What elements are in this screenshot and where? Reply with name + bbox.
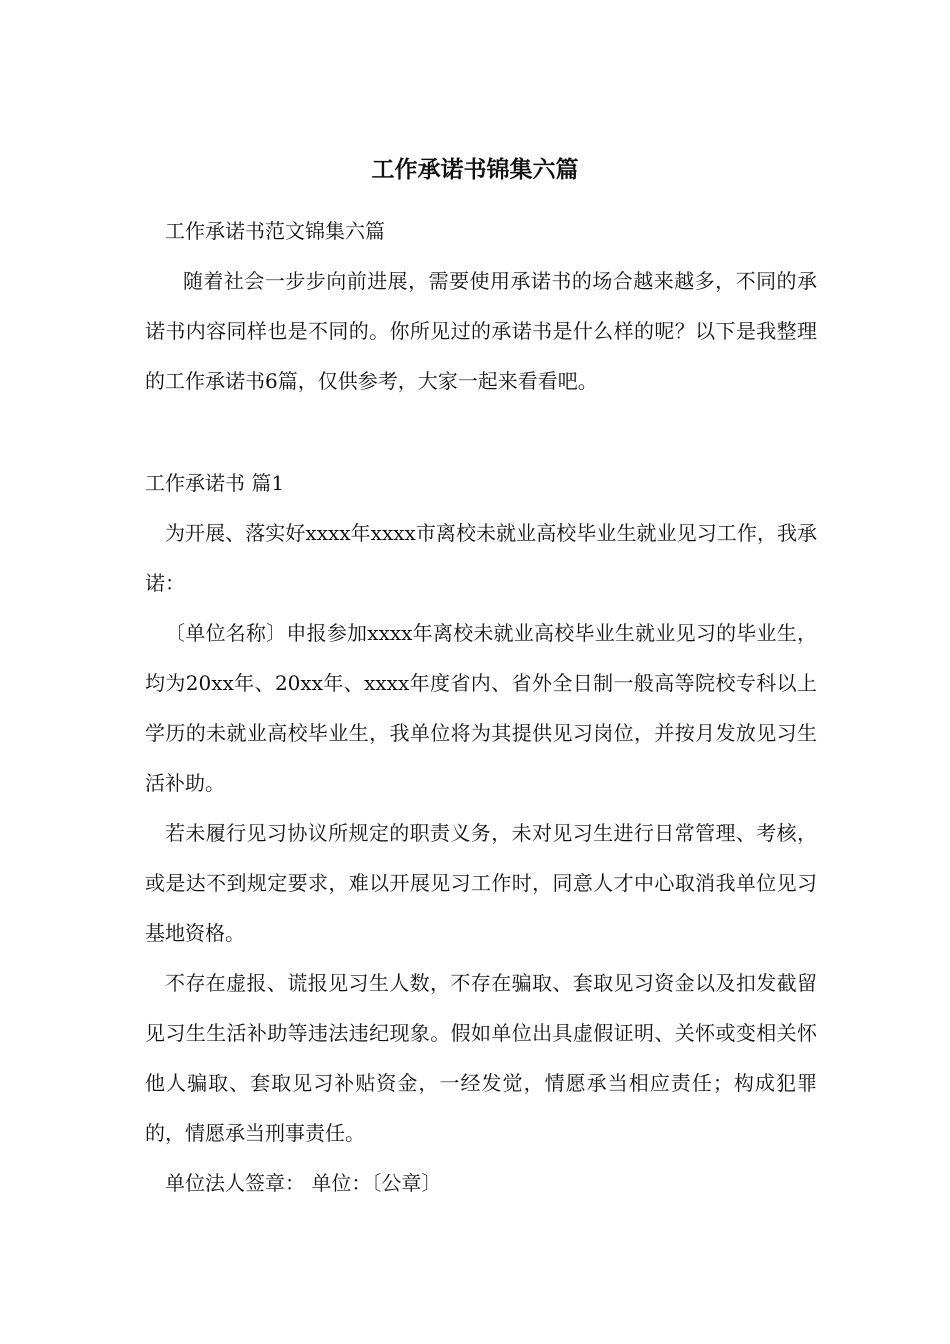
paragraph-2: 〔单位名称〕申报参加xxxx年离校未就业高校毕业生就业见习的毕业生，均为20xx年、20xx年、xxxx年度省内、省外全日制一般高等院校专科以上学历的未就业高校毕业生，我单位将为其提供见习岗位，并按月发放见习生活补助。	[145, 621, 817, 795]
intro-paragraph: 随着社会一步步向前进展，需要使用承诺书的场合越来越多，不同的承诺书内容同样也是不同的。你所见过的承诺书是什么样的呢？以下是我整理的工作承诺书6篇，仅供参考，大家一起来看看吧。	[145, 269, 817, 393]
paragraph-4: 不存在虚报、谎报见习生人数，不存在骗取、套取见习资金以及扣发截留见习生生活补助等违法违纪现象。假如单位出具虚假证明、关怀或变相关怀他人骗取、套取见习补贴资金，一经发觉，情愿承当相应责任；构成犯罪的，情愿承当刑事责任。	[145, 971, 817, 1145]
document-subtitle: 工作承诺书范文锦集六篇	[165, 219, 385, 243]
document-title: 工作承诺书锦集六篇	[371, 156, 579, 183]
paragraph-3: 若未履行见习协议所规定的职责义务，未对见习生进行日常管理、考核，或是达不到规定要求，难以开展见习工作时，同意人才中心取消我单位见习基地资格。	[145, 821, 817, 945]
section-gap	[145, 406, 817, 458]
section-heading: 工作承诺书 篇1	[145, 471, 285, 495]
signature-line: 单位法人签章： 单位：〔公章〕	[165, 1171, 442, 1195]
paragraph-1: 为开展、落实好xxxx年xxxx市离校未就业高校毕业生就业见习工作，我承诺：	[145, 521, 817, 595]
document-body	[145, 206, 817, 1208]
